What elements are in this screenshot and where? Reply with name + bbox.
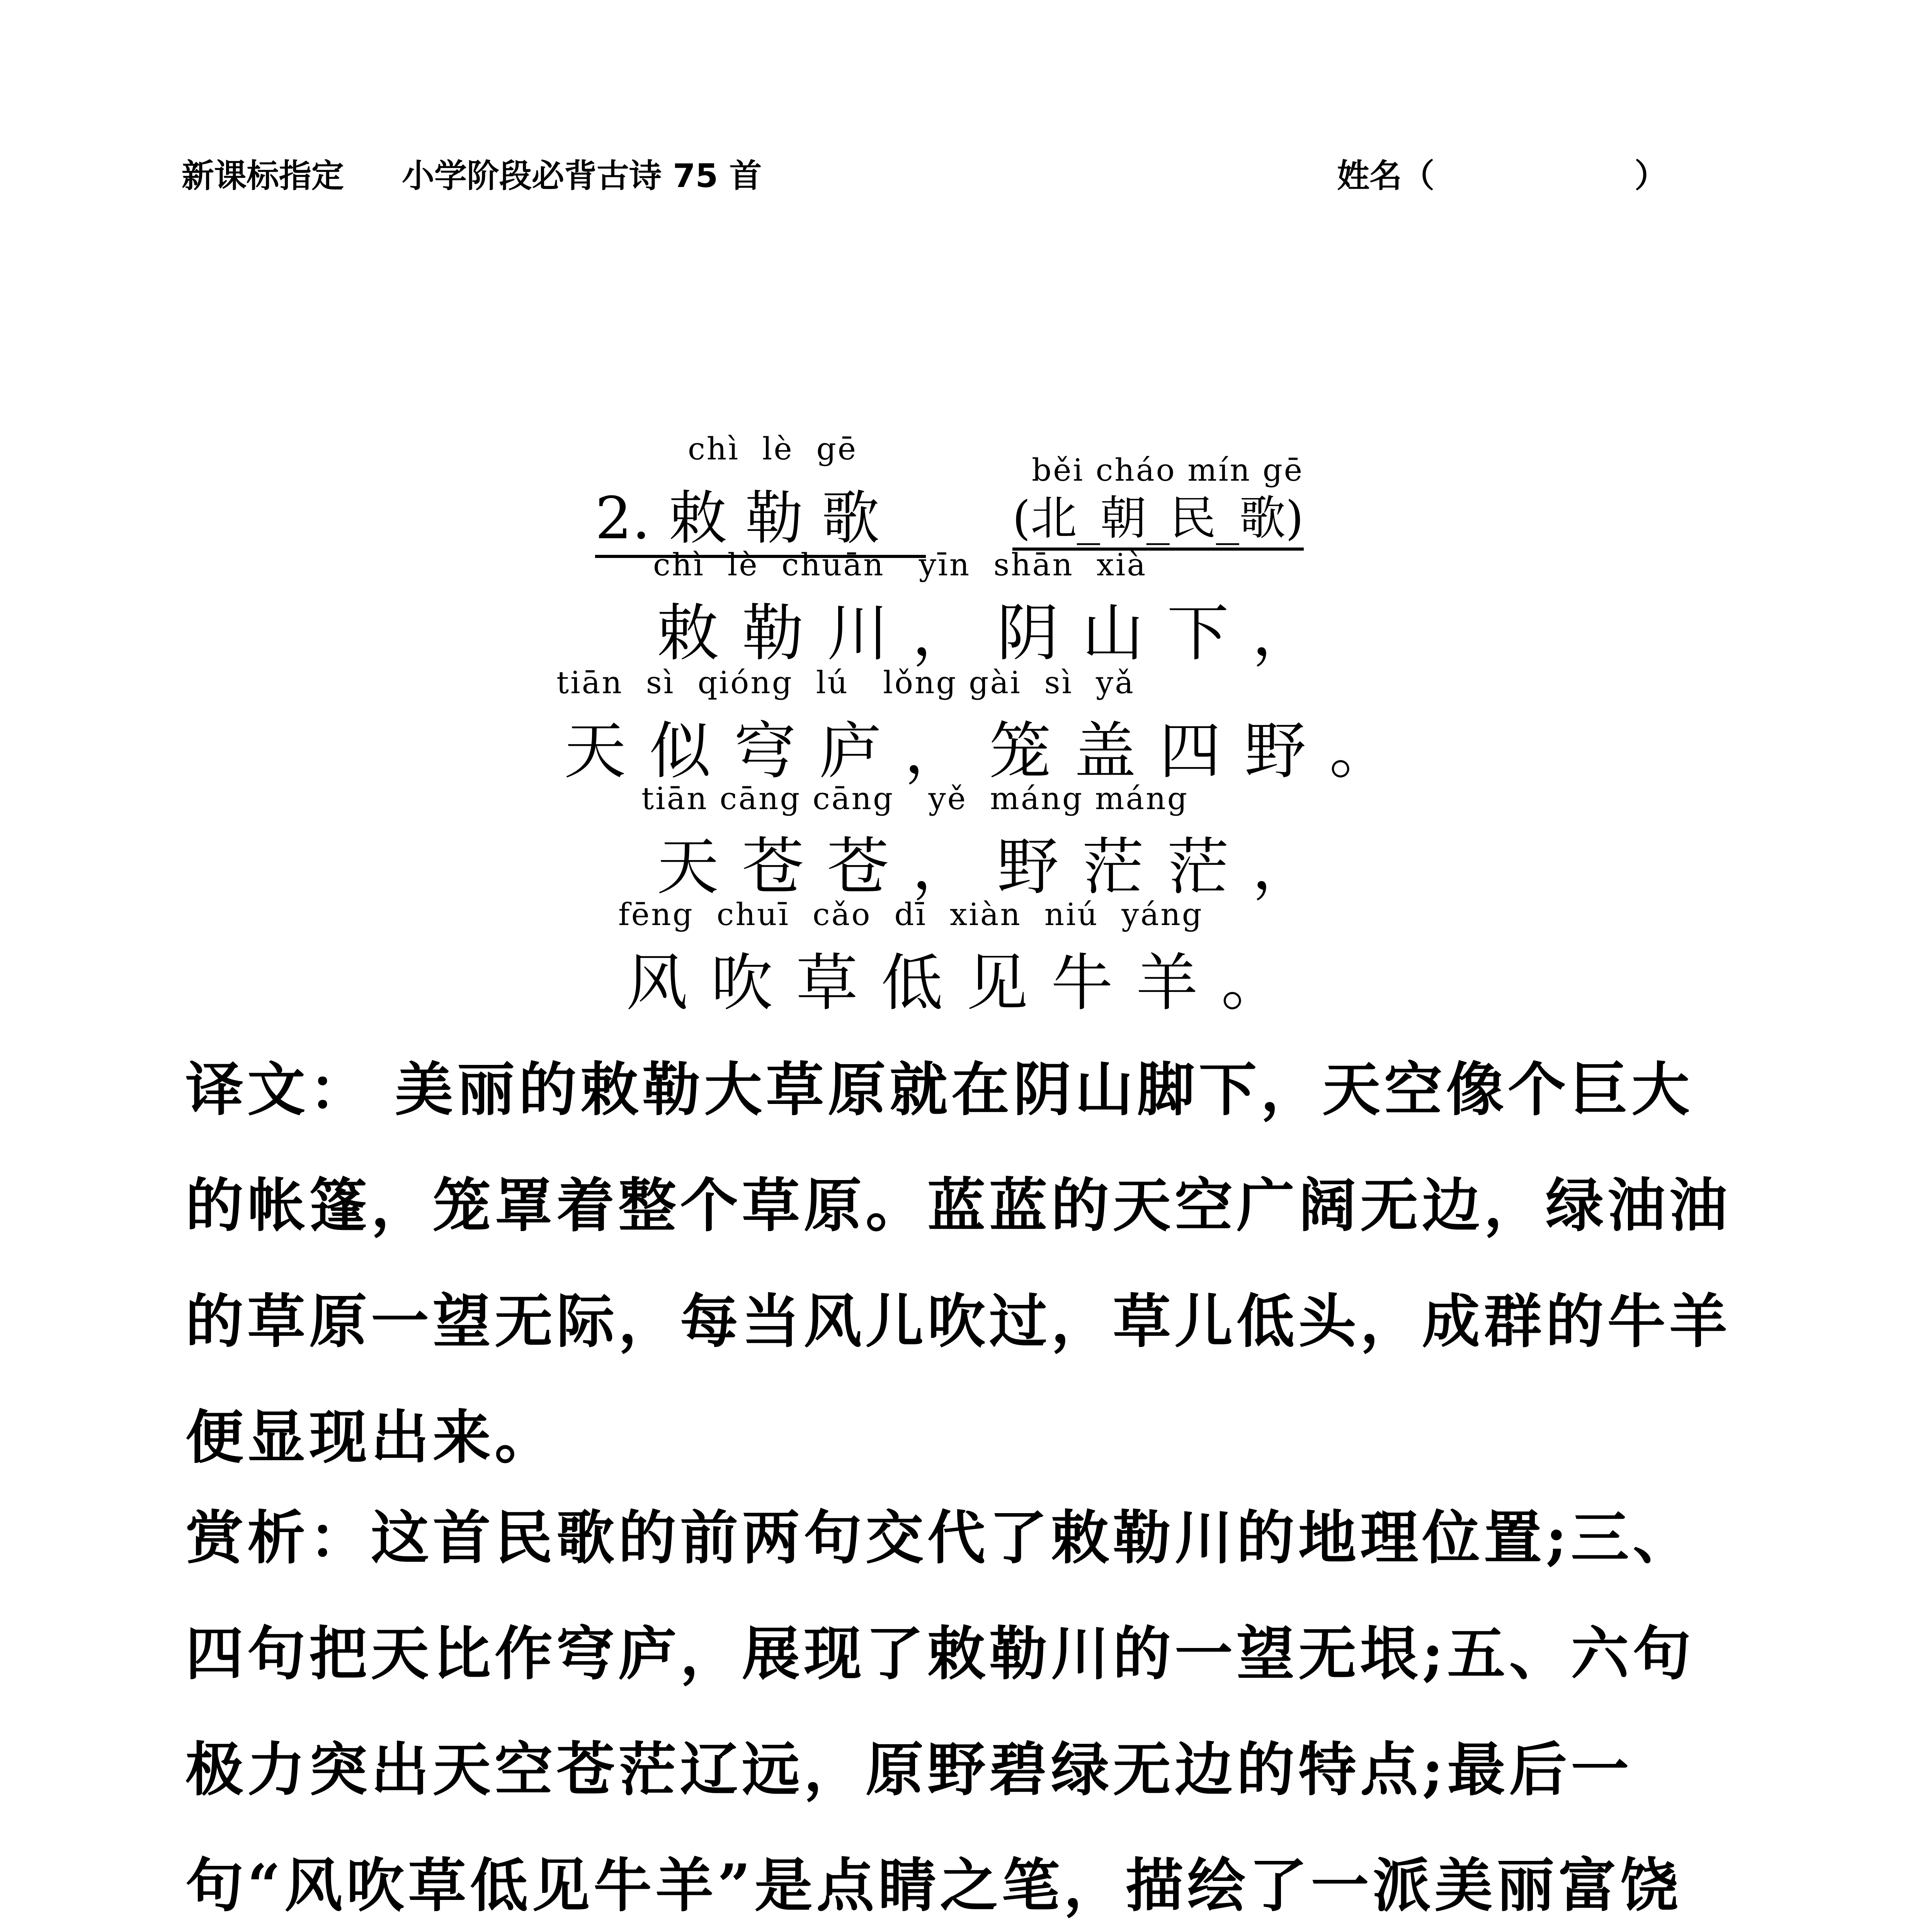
- line-4-pinyin: fēng chuī cǎo dī xiàn niú yáng: [618, 896, 1203, 932]
- name-close: ）: [1635, 157, 1667, 195]
- line-3-pinyin: tiān cāng cāng yě máng máng: [641, 781, 1189, 816]
- line-2-pinyin: tiān sì qióng lú lǒng gài sì yǎ: [556, 665, 1135, 701]
- line-3-text: 天苍苍，野茫茫，: [657, 831, 1337, 903]
- line-2-text: 天似穹庐，笼盖四野。: [564, 715, 1415, 787]
- poem-author: (北_朝_民_歌): [1012, 481, 1304, 551]
- line-1-text: 敕勒川，阴山下，: [657, 597, 1337, 669]
- line-1-pinyin: chì lè chuān yīn shān xià: [653, 547, 1147, 583]
- line-4-text: 风吹草低见牛羊。: [626, 947, 1306, 1019]
- header-left: 新课标指定: [182, 157, 344, 195]
- poem-title: 2. 敕 勒 歌: [595, 471, 926, 558]
- name-label: 姓名（: [1337, 157, 1435, 195]
- header-title: 小学阶段必背古诗 75 首: [402, 157, 762, 195]
- translation-paragraph: 译文： 美丽的敕勒大草原就在阴山脚下，天空像个巨大的帐篷，笼罩着整个草原。蓝蓝的天空广阔无边，绿油油的草原一望无际，每当风儿吹过，草儿低头，成群的牛羊便显现出来。: [185, 1056, 1732, 1471]
- appreciation-paragraph: 赏析：这首民歌的前两句交代了敕勒川的地理位置;三、四句把天比作穹庐，展现了敕勒川的一望无垠;五、六句极力突出天空苍茫辽远，原野碧绿无边的特点;最后一句“风吹草低见牛羊”是点睛之笔，描绘了一派美丽富饶: [185, 1504, 1695, 1920]
- title-pinyin: chì lè gē: [688, 431, 858, 467]
- page-header: [0, 150, 1917, 195]
- author-pinyin: běi cháo mín gē: [1032, 452, 1304, 488]
